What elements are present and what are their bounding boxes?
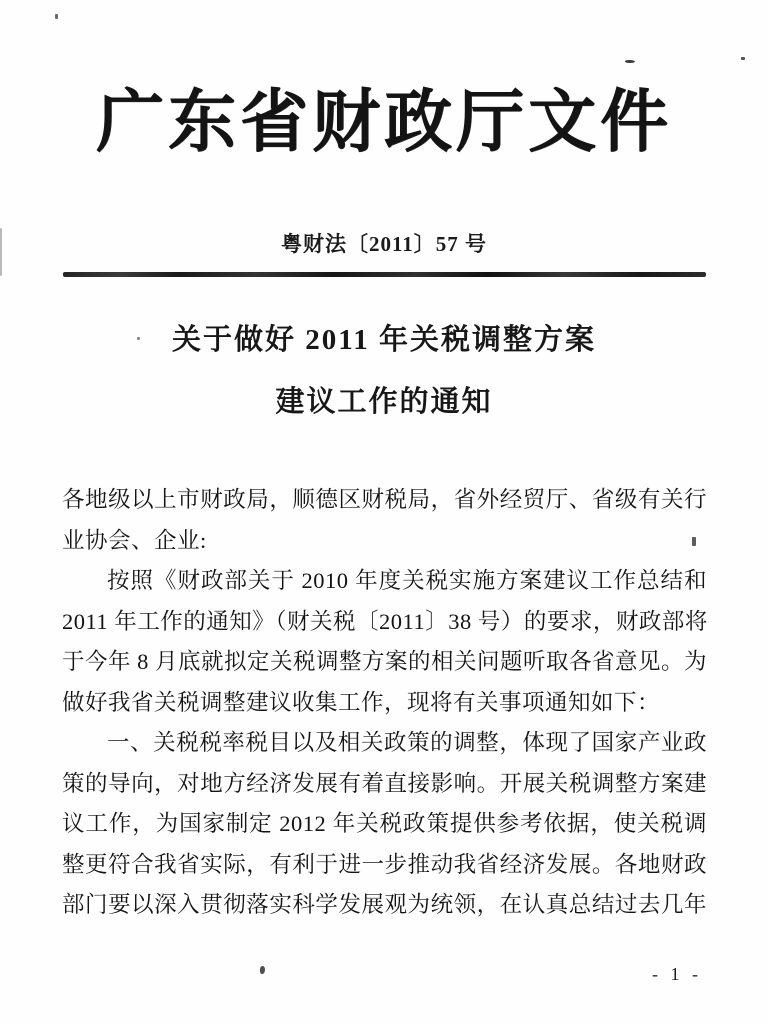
body-line: 于今年 8 月底就拟定关税调整方案的相关问题听取各省意见。为	[62, 649, 708, 674]
addressee-line: 各地级以上市财政局，顺德区财税局，省外经贸厅、省级有关行	[62, 487, 707, 512]
addressee-line: 业协会、企业:	[62, 527, 207, 553]
body-line: 策的导向，对地方经济发展有着直接影响。开展关税调整方案建	[62, 770, 707, 796]
body-line: 做好我省关税调整建议收集工作，现将有关事项通知如下：	[62, 689, 661, 715]
scan-artifact	[741, 57, 745, 60]
body-line: 部门要以深入贯彻落实科学发展观为统领，在认真总结过去几年	[62, 892, 707, 917]
body-line: 议工作，为国家制定 2012 年关税政策提供参考依据，使关税调	[62, 811, 707, 836]
body-line: 2011 年工作的通知》（财关税〔2011〕38 号）的要求，财政部将	[62, 608, 708, 634]
body-line: 一、关税税率税目以及相关政策的调整，体现了国家产业政	[107, 730, 707, 755]
scan-artifact	[625, 60, 635, 63]
scan-artifact	[260, 966, 265, 974]
notice-body	[62, 480, 707, 926]
document-number: 粤财法〔2011〕57 号	[280, 232, 488, 256]
notice-title-line-2: 建议工作的通知	[275, 386, 493, 418]
body-line: 整更符合我省实际，有利于进一步推动我省经济发展。各地财政	[62, 851, 707, 877]
separator-rule	[63, 272, 706, 277]
notice-title-line-1: 关于做好 2011 年关税调整方案	[172, 324, 596, 356]
scan-artifact	[55, 14, 58, 19]
letterhead-org-title: 广东省财政厅文件	[95, 84, 672, 160]
page-number: - 1 -	[652, 964, 702, 984]
body-line: 按照《财政部关于 2010 年度关税实施方案建议工作总结和	[107, 568, 707, 593]
notice-title	[0, 326, 768, 417]
